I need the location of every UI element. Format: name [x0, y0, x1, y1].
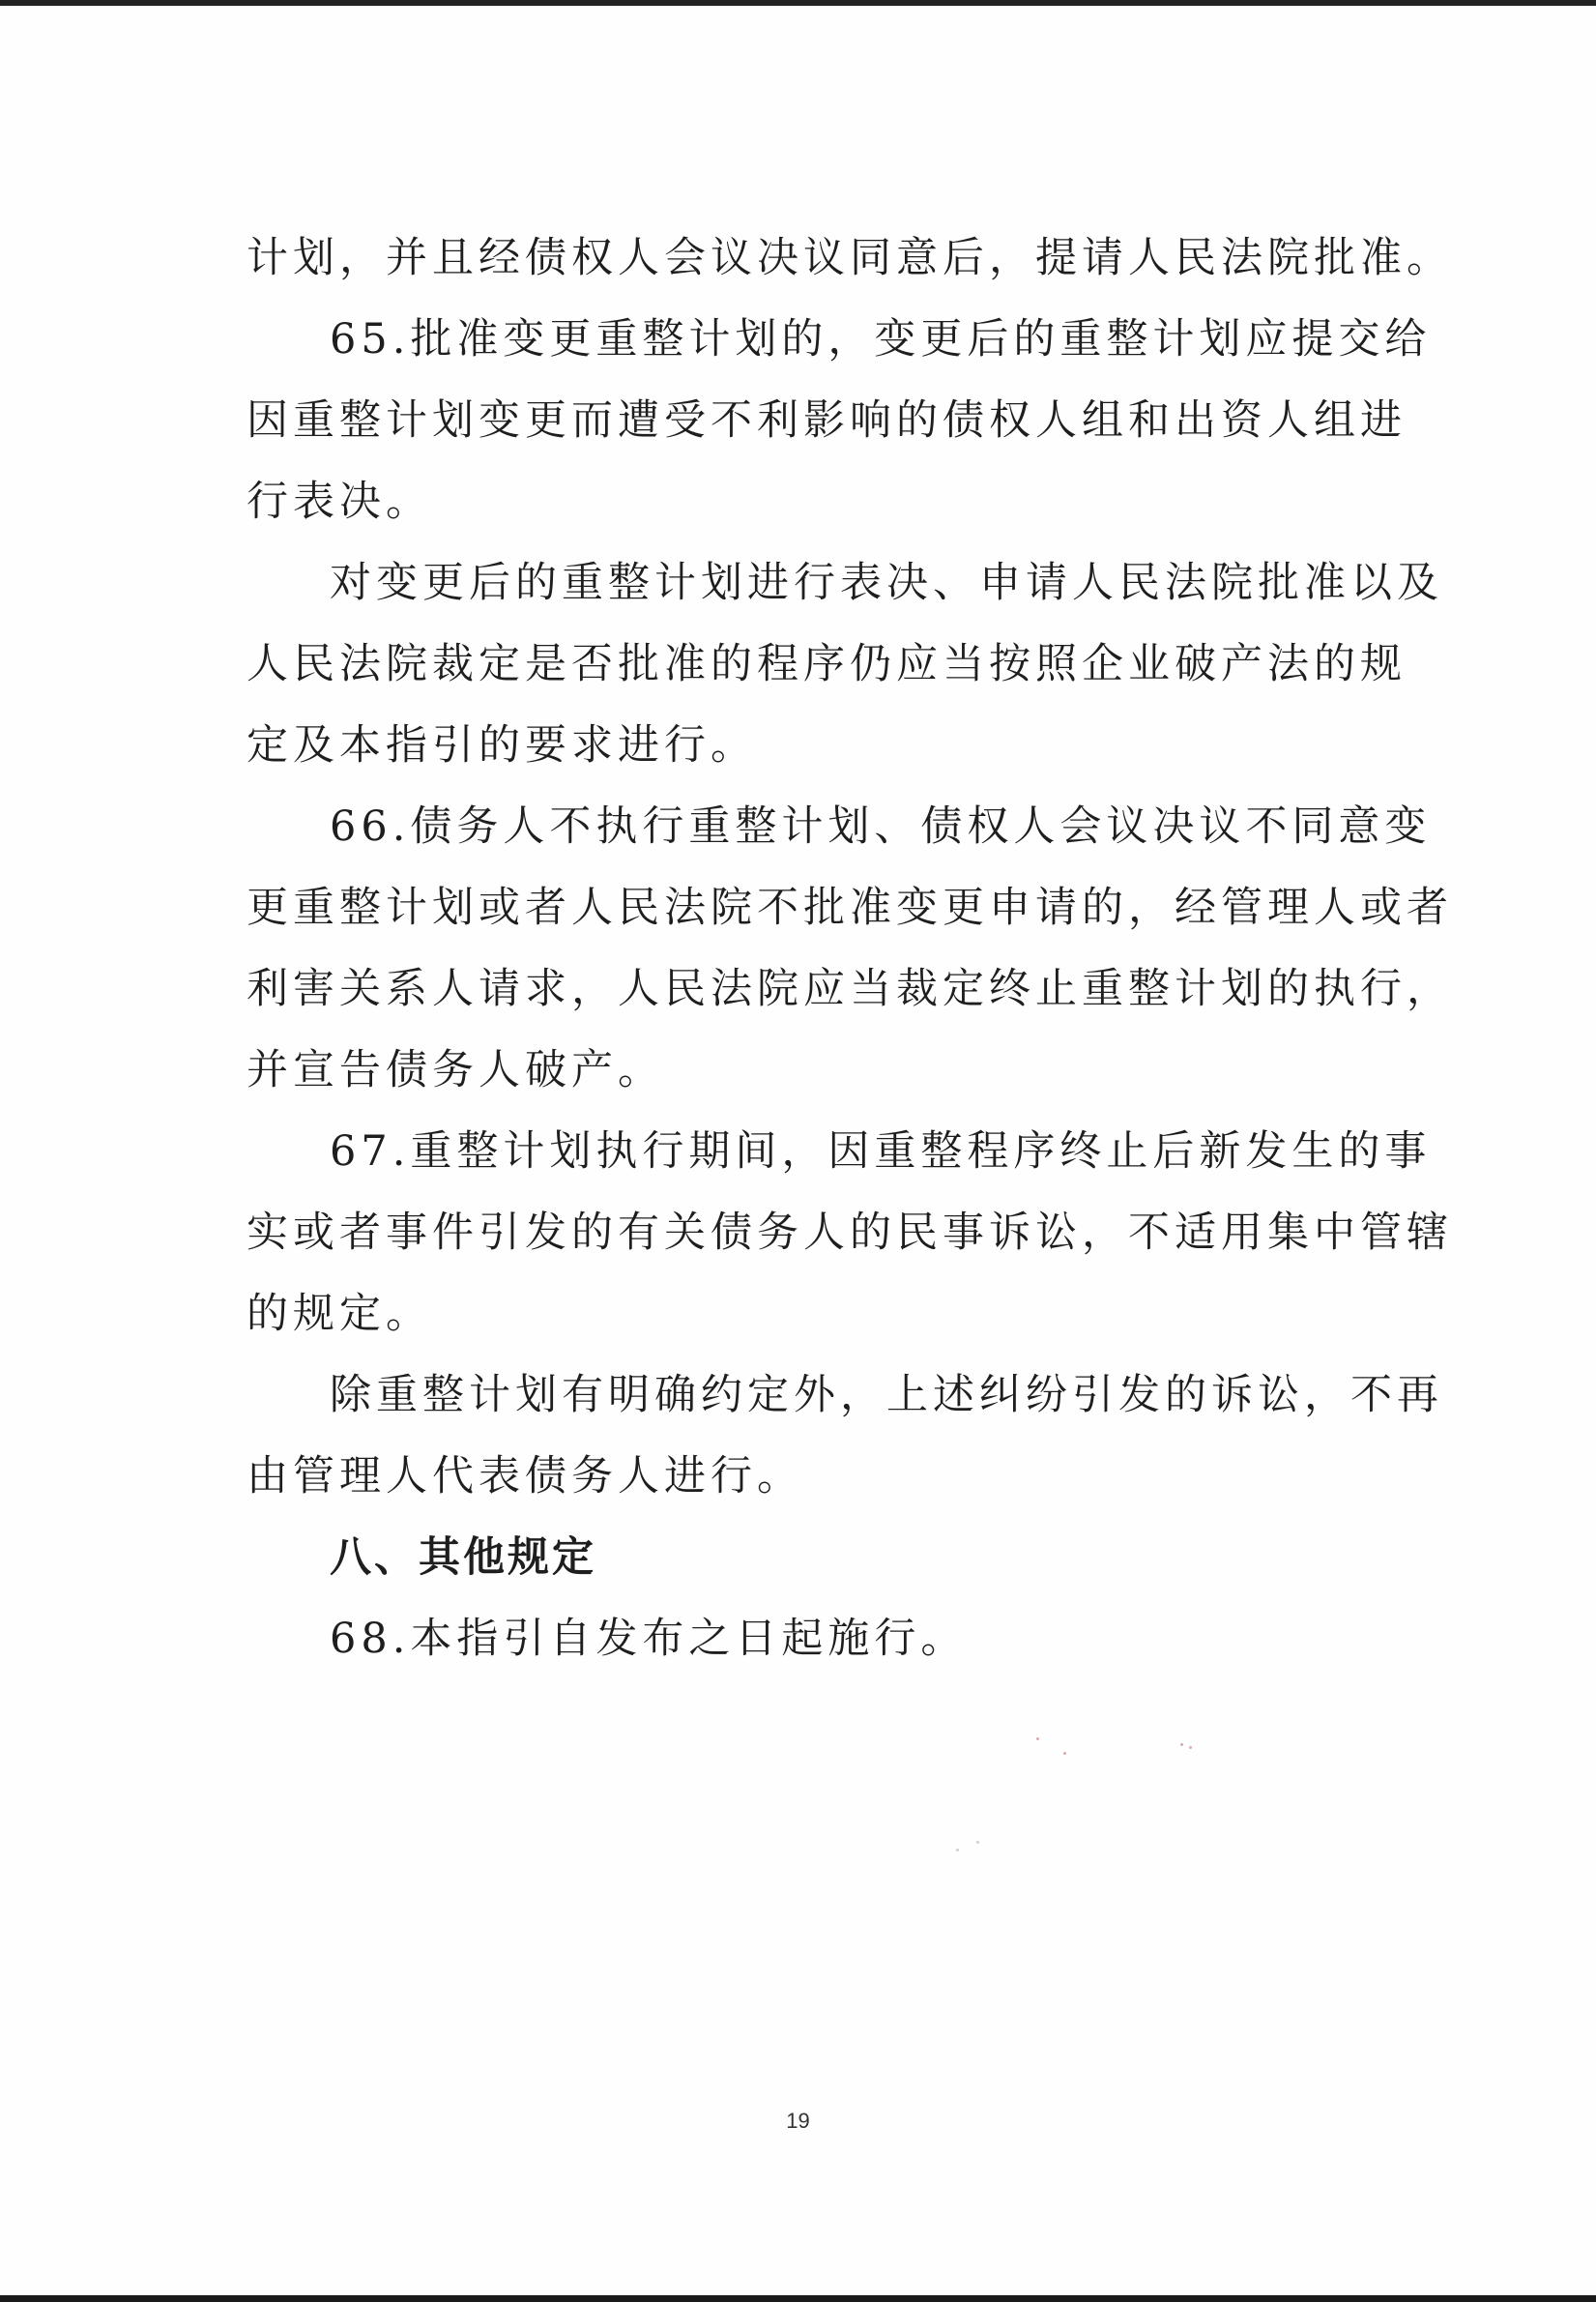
- scan-top-edge: [0, 0, 1596, 6]
- text-line: 定及本指引的要求进行。: [247, 721, 757, 770]
- text-line: 实或者事件引发的有关债务人的民事诉讼，不适用集中管辖: [247, 1209, 1453, 1257]
- scan-speck: [956, 1849, 959, 1851]
- text-line: 由管理人代表债务人进行。: [247, 1452, 803, 1501]
- page-number: 19: [786, 2109, 810, 2133]
- text-line: 计划，并且经债权人会议决议同意后，提请人民法院批准。: [247, 234, 1453, 282]
- scan-speck: [976, 1841, 979, 1844]
- clause-67-line: 67.重整计划执行期间，因重整程序终止后新发生的事: [330, 1127, 1432, 1176]
- clause-66-line: 66.债务人不执行重整计划、债权人会议决议不同意变: [330, 802, 1432, 851]
- text-line: 并宣告债务人破产。: [247, 1046, 664, 1094]
- text-line: 更重整计划或者人民法院不批准变更申请的，经管理人或者: [247, 884, 1453, 932]
- clause-68-line: 68.本指引自发布之日起施行。: [330, 1615, 968, 1663]
- section-heading: 八、其他规定: [330, 1533, 596, 1582]
- scan-bottom-edge: [0, 2295, 1596, 2302]
- text-line: 人民法院裁定是否批准的程序仍应当按照企业破产法的规: [247, 640, 1407, 688]
- text-line: 利害关系人请求，人民法院应当裁定终止重整计划的执行，: [247, 965, 1453, 1013]
- scan-speck: [1180, 1743, 1183, 1746]
- paragraph-start-line: 对变更后的重整计划进行表决、申请人民法院批准以及: [330, 559, 1443, 607]
- text-line: 的规定。: [247, 1290, 432, 1338]
- scan-speck: [1036, 1737, 1039, 1740]
- scan-speck: [1063, 1752, 1066, 1755]
- scan-speck: [1189, 1746, 1192, 1749]
- paragraph-start-line: 除重整计划有明确约定外，上述纠纷引发的诉讼，不再: [330, 1371, 1443, 1419]
- text-line: 行表决。: [247, 478, 432, 526]
- clause-65-line: 65.批准变更重整计划的，变更后的重整计划应提交给: [330, 315, 1432, 364]
- text-line: 因重整计划变更而遭受不利影响的债权人组和出资人组进: [247, 396, 1407, 445]
- body-text: [247, 218, 1453, 1679]
